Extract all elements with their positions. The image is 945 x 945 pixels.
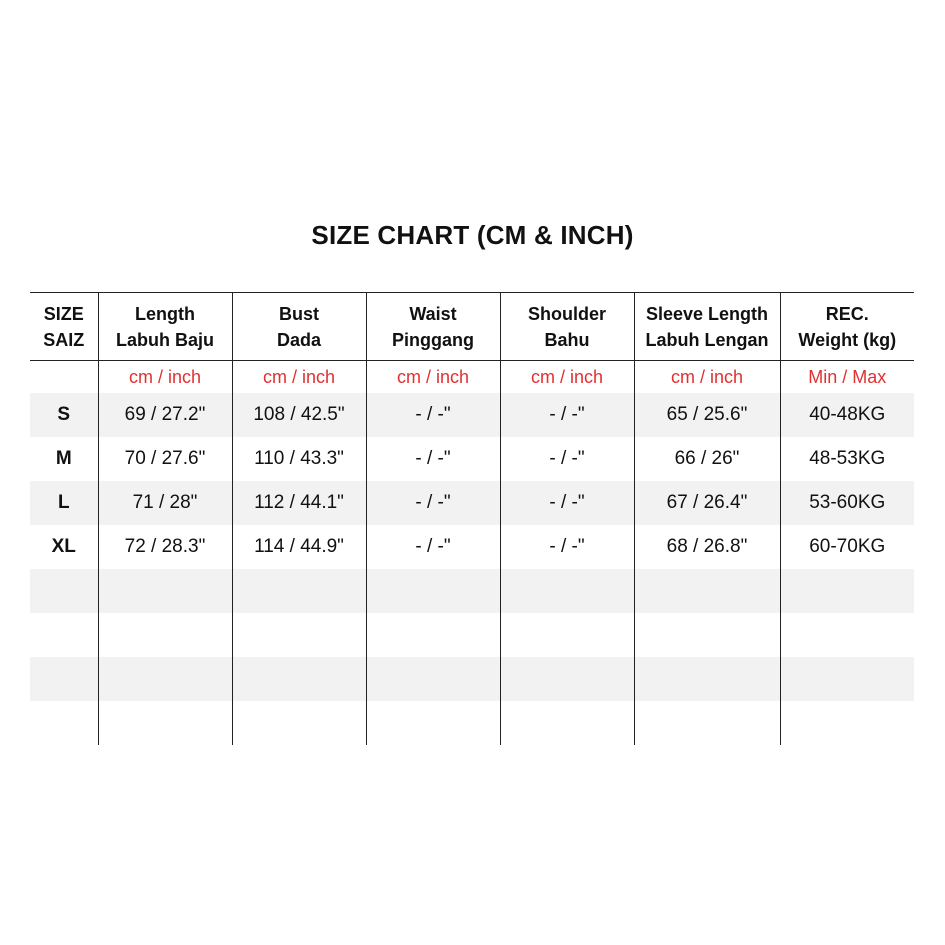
- column-header-size: [30, 293, 98, 361]
- cell-length: [98, 613, 232, 657]
- column-header-length: [98, 293, 232, 361]
- header-line-2: Dada: [276, 329, 321, 350]
- units-row: [30, 361, 914, 394]
- cell-weight: 60-70KG: [780, 525, 914, 569]
- unit-label: cm / inch: [232, 361, 366, 394]
- column-header-sleeve-length: [634, 293, 780, 361]
- unit-label: cm / inch: [98, 361, 232, 394]
- header-line-2: Labuh Lengan: [645, 329, 769, 350]
- cell-size: [30, 657, 98, 701]
- table-row: [30, 613, 914, 657]
- header-line-1: Bust: [279, 303, 319, 324]
- cell-length: 72 / 28.3": [98, 525, 232, 569]
- header-line-2: Bahu: [544, 329, 590, 350]
- cell-sleeve-length: [634, 569, 780, 613]
- header-row: [30, 293, 914, 361]
- cell-waist: - / -": [366, 525, 500, 569]
- cell-waist: [366, 613, 500, 657]
- cell-bust: [232, 613, 366, 657]
- cell-size: [30, 569, 98, 613]
- table-row: [30, 393, 914, 437]
- header-line-1: Shoulder: [527, 303, 606, 324]
- cell-size: [30, 613, 98, 657]
- unit-label: cm / inch: [634, 361, 780, 394]
- cell-waist: [366, 569, 500, 613]
- header-line-2: Labuh Baju: [116, 329, 214, 350]
- cell-sleeve-length: 65 / 25.6": [634, 393, 780, 437]
- cell-sleeve-length: 66 / 26": [634, 437, 780, 481]
- unit-label: [30, 361, 98, 394]
- cell-bust: [232, 657, 366, 701]
- cell-weight: [780, 657, 914, 701]
- header-line-2: Pinggang: [392, 329, 474, 350]
- table-row: [30, 481, 914, 525]
- header-line-1: REC.: [825, 303, 869, 324]
- cell-size: [30, 701, 98, 745]
- header-line-1: Sleeve Length: [645, 303, 769, 324]
- cell-length: 69 / 27.2": [98, 393, 232, 437]
- cell-bust: [232, 701, 366, 745]
- cell-bust: 108 / 42.5": [232, 393, 366, 437]
- cell-sleeve-length: [634, 657, 780, 701]
- cell-waist: - / -": [366, 393, 500, 437]
- cell-weight: 48-53KG: [780, 437, 914, 481]
- unit-label: Min / Max: [780, 361, 914, 394]
- cell-bust: [232, 569, 366, 613]
- cell-bust: 112 / 44.1": [232, 481, 366, 525]
- cell-size: M: [55, 448, 72, 469]
- cell-weight: [780, 701, 914, 745]
- cell-sleeve-length: 68 / 26.8": [634, 525, 780, 569]
- cell-weight: [780, 613, 914, 657]
- cell-shoulder: [500, 569, 634, 613]
- cell-length: [98, 569, 232, 613]
- cell-length: 71 / 28": [98, 481, 232, 525]
- cell-size: L: [30, 481, 98, 525]
- cell-length: 70 / 27.6": [98, 437, 232, 481]
- column-header-weight: [780, 293, 914, 361]
- cell-waist: - / -": [366, 481, 500, 525]
- page-title: SIZE CHART (CM & INCH): [311, 220, 634, 250]
- table-row: [30, 701, 914, 745]
- cell-waist: [366, 701, 500, 745]
- size-chart-table: [30, 292, 914, 745]
- cell-weight: [780, 569, 914, 613]
- cell-shoulder: [500, 701, 634, 745]
- column-header-shoulder: [500, 293, 634, 361]
- unit-label: cm / inch: [366, 361, 500, 394]
- cell-shoulder: [500, 613, 634, 657]
- header-line-1: Length: [135, 303, 195, 324]
- table-row: [30, 657, 914, 701]
- table-row: [30, 437, 914, 481]
- cell-waist: - / -": [366, 437, 500, 481]
- cell-shoulder: - / -": [500, 525, 634, 569]
- cell-size: XL: [51, 536, 76, 557]
- table-row: [30, 525, 914, 569]
- header-line-2: SAIZ: [43, 329, 85, 350]
- cell-length: [98, 657, 232, 701]
- cell-shoulder: - / -": [500, 393, 634, 437]
- cell-sleeve-length: [634, 701, 780, 745]
- cell-sleeve-length: 67 / 26.4": [634, 481, 780, 525]
- cell-weight: 53-60KG: [780, 481, 914, 525]
- cell-shoulder: [500, 657, 634, 701]
- column-header-waist: [366, 293, 500, 361]
- cell-waist: [366, 657, 500, 701]
- header-line-1: SIZE: [43, 303, 84, 324]
- cell-shoulder: - / -": [500, 437, 634, 481]
- cell-bust: 114 / 44.9": [232, 525, 366, 569]
- unit-label: cm / inch: [500, 361, 634, 394]
- cell-weight: 40-48KG: [780, 393, 914, 437]
- cell-sleeve-length: [634, 613, 780, 657]
- table-row: [30, 569, 914, 613]
- header-line-1: Waist: [409, 303, 457, 324]
- column-header-bust: [232, 293, 366, 361]
- cell-bust: 110 / 43.3": [232, 437, 366, 481]
- cell-size: S: [30, 393, 98, 437]
- cell-length: [98, 701, 232, 745]
- cell-shoulder: - / -": [500, 481, 634, 525]
- header-line-2: Weight (kg): [798, 329, 897, 350]
